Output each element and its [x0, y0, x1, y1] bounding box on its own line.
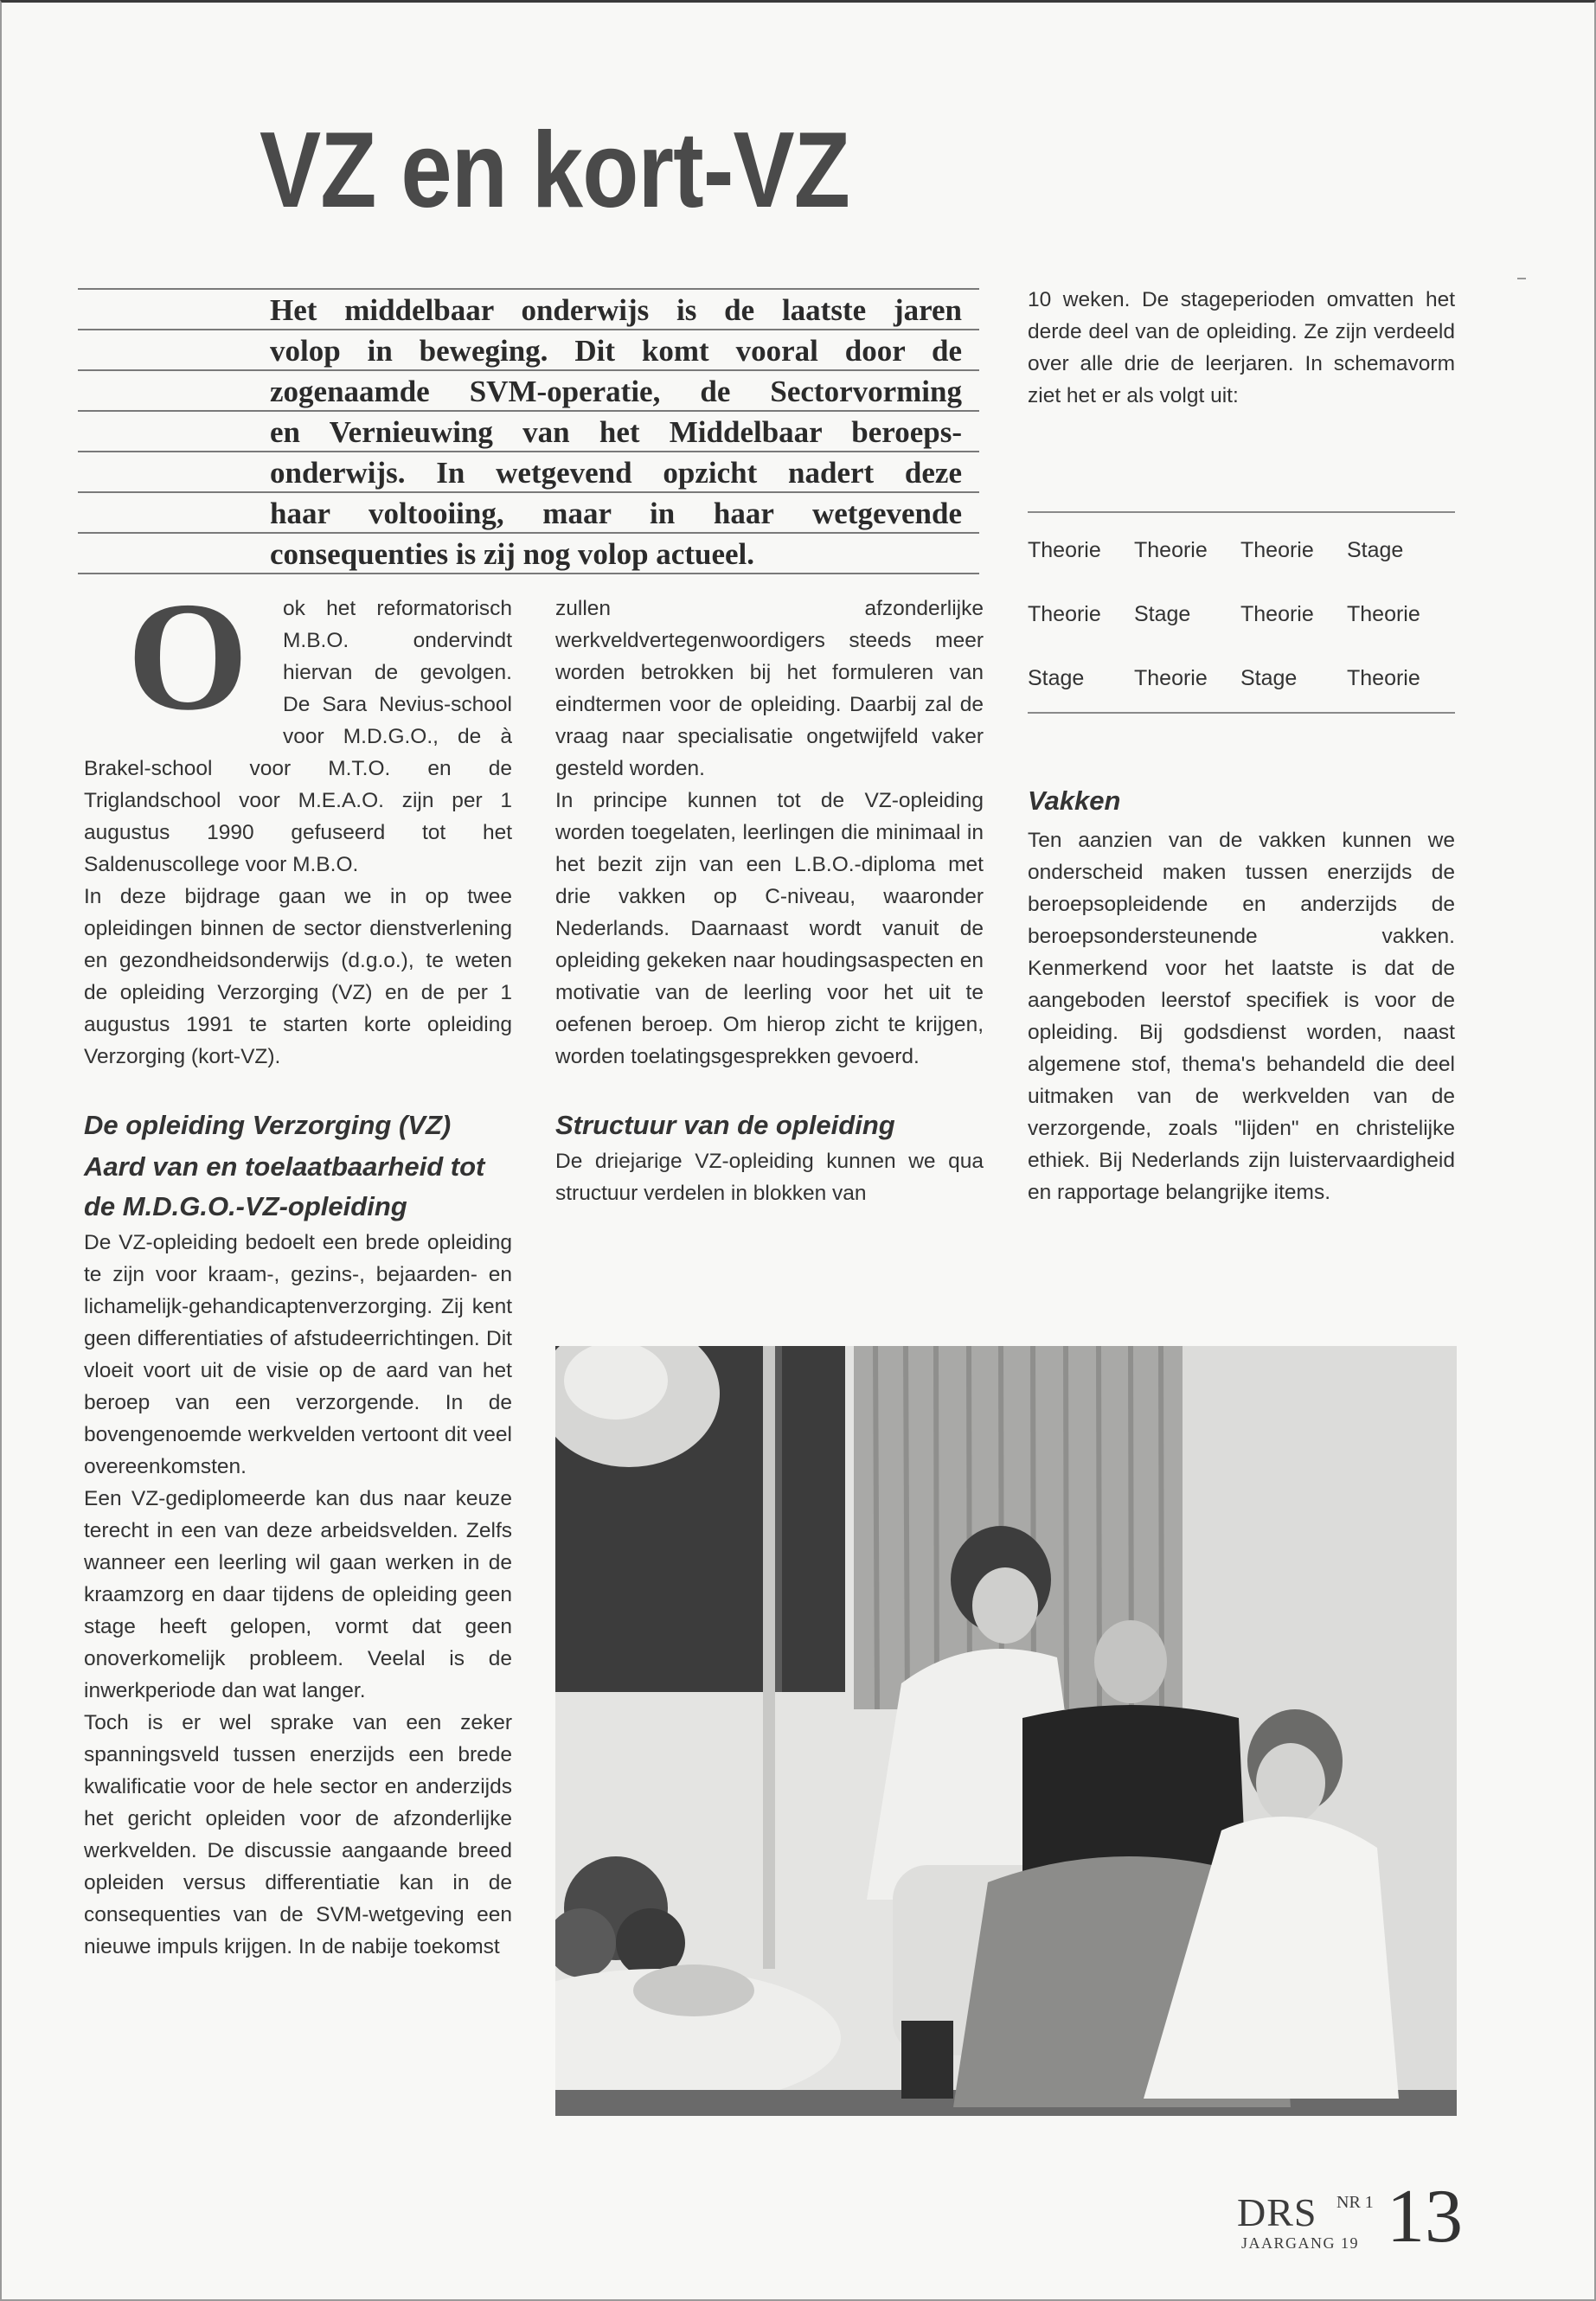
- schedule-row: [1028, 646, 1455, 710]
- body-paragraph: 10 weken. De stageperioden omvatten het derde deel van de opleiding. Ze zijn verdeeld over alle drie de leerjaren. In schemavorm ziet het er als volgt uit:: [1028, 288, 1455, 407]
- schedule-row: [1028, 582, 1455, 646]
- schedule-cell: Stage: [1240, 665, 1298, 690]
- section-heading-structuur: Structuur van de opleiding: [555, 1110, 895, 1140]
- body-paragraph: Toch is er wel sprake van een zeker spanningsveld tussen enerzijds een brede kwalificatie voor de hele sector en anderzijds het gericht opleiden voor de afzonderlijke werkvelden. De discussie aangaande breed opleiden versus differentiatie kan in de consequenties van de SVM-wetgeving een nieuwe impuls krijgen. In de nabije toekomst: [84, 1711, 512, 1958]
- lead-paragraph: [78, 288, 979, 574]
- body-paragraph: Een VZ-gediplomeerde kan dus naar keuze terecht in een van deze arbeidsvelden. Zelfs wanneer een leerling wil gaan werken in de kraamzorg en daar tijdens de opleiding geen stage heeft gelopen, vormt dat geen onoverkomelijk probleem. Veelal is de inwerkperiode dan wat langer.: [84, 1487, 512, 1702]
- lead-line: volop in beweging. Dit komt vooral door de: [78, 329, 979, 369]
- schedule-row: [1028, 518, 1455, 582]
- schedule-cell: Theorie: [1134, 665, 1208, 690]
- lead-line: haar voltooiing, maar in haar wetgevende: [78, 491, 979, 532]
- section-heading-vz: De opleiding Verzorging (VZ): [84, 1110, 452, 1140]
- body-paragraph: De VZ-opleiding bedoelt een brede opleiding te zijn voor kraam-, gezins-, bejaarden- en lichamelijk-gehandicaptenverzorging. Zij kent geen differentiaties of afstudeerrichtingen. Dit vloeit voort uit de visie op de aard van het beroep van een verzorgende. In de bovengenoemde werkvelden vertoont dit veel overeenkomsten.: [84, 1231, 512, 1478]
- subheading-aard: Aard van en toelaatbaarheid tot de M.D.G.O.-VZ-opleiding: [84, 1151, 485, 1221]
- schedule-cell: Theorie: [1347, 665, 1420, 690]
- body-paragraph: Ten aanzien van de vakken kunnen we onderscheid maken tussen enerzijds de beroepsopleidende en anderzijds de beroepsondersteunende vakken. Kenmerkend voor het laatste is dat de aangeboden leerstof specifiek is voor de opleiding. Bij godsdienst worden, naast algemene stof, thema's behandeld die deel uitmaken van de werkvelden van de verzorgende, zoals "lijden" en christelijke ethiek. Bij Nederlands zijn luistervaardigheid en rapportage belangrijke items.: [1028, 829, 1455, 1204]
- schedule-cell: Theorie: [1240, 537, 1314, 562]
- body-paragraph: In principe kunnen tot de VZ-opleiding worden toegelaten, leerlingen die minimaal in het bezit zijn van een L.B.O.-diploma met drie vakken op C-niveau, waaronder Nederlands. Daarnaast wordt vanuit de opleiding gekeken naar houdingsaspecten en motivatie van de leerling voor het uit te oefenen beroep. Om hierop zicht te krijgen, worden toelatingsgesprekken gevoerd.: [555, 789, 984, 1068]
- schedule-cell: Theorie: [1240, 601, 1314, 626]
- schedule-cell: Theorie: [1028, 537, 1101, 562]
- schedule-cell: Theorie: [1347, 601, 1420, 626]
- article-title: VZ en kort-VZ: [260, 111, 850, 230]
- schedule-cell: Stage: [1347, 537, 1404, 562]
- volume-label: JAARGANG 19: [1241, 2234, 1360, 2252]
- page-footer: [1234, 2175, 1477, 2260]
- section-heading-vakken: Vakken: [1028, 785, 1121, 816]
- magazine-name: DRS: [1237, 2190, 1317, 2234]
- schedule-cell: Stage: [1134, 601, 1191, 626]
- text-column-1: [84, 593, 512, 1963]
- schedule-table: [1028, 511, 1455, 714]
- lead-line: zogenaamde SVM-operatie, de Sectorvorming: [78, 369, 979, 410]
- schedule-cell: Theorie: [1134, 537, 1208, 562]
- article-photo: [555, 1346, 1457, 2116]
- lead-line: Het middelbaar onderwijs is de laatste jaren: [78, 288, 979, 329]
- issue-number: NR 1: [1336, 2193, 1374, 2212]
- lead-line: en Vernieuwing van het Middelbaar beroeps-: [78, 410, 979, 451]
- crop-mark: [1517, 278, 1526, 279]
- text-column-3: [1028, 284, 1455, 412]
- photo-nurses-with-elderly-woman: [555, 1346, 1457, 2116]
- drop-cap: O: [127, 593, 249, 722]
- intro-paragraph-2: In deze bijdrage gaan we in op twee opleidingen binnen de sector dienstverlening en gezondheidsonderwijs (d.g.o.), te weten de opleiding Verzorging (VZ) en de per 1 augustus 1991 te starten korte opleiding Verzorging (kort-VZ).: [84, 885, 512, 1068]
- intro-paragraph: ok het reformatorisch M.B.O. ondervindt hiervan de gevolgen. De Sara Nevius-school voor M.D.G.O., de à Brakel-school voor M.T.O. en de Triglandschool voor M.E.A.O. zijn per 1 augustus 1990 gefuseerd tot het Saldenuscollege voor M.B.O.: [84, 597, 512, 876]
- body-paragraph: De driejarige VZ-opleiding kunnen we qua structuur verdelen in blokken van: [555, 1150, 984, 1205]
- text-column-2: [555, 593, 984, 1209]
- vakken-section: [1028, 781, 1455, 1208]
- schedule-cell: Theorie: [1028, 601, 1101, 626]
- lead-line: onderwijs. In wetgevend opzicht nadert deze: [78, 451, 979, 491]
- schedule-cell: Stage: [1028, 665, 1085, 690]
- page-number: 13: [1387, 2175, 1463, 2259]
- lead-line: consequenties is zij nog volop actueel.: [78, 532, 979, 574]
- body-paragraph: zullen afzonderlijke werkveldvertegenwoordigers steeds meer worden betrokken bij het formuleren van eindtermen voor de opleiding. Daarbij zal de vraag naar specialisatie ongetwijfeld vaker gesteld worden.: [555, 597, 984, 780]
